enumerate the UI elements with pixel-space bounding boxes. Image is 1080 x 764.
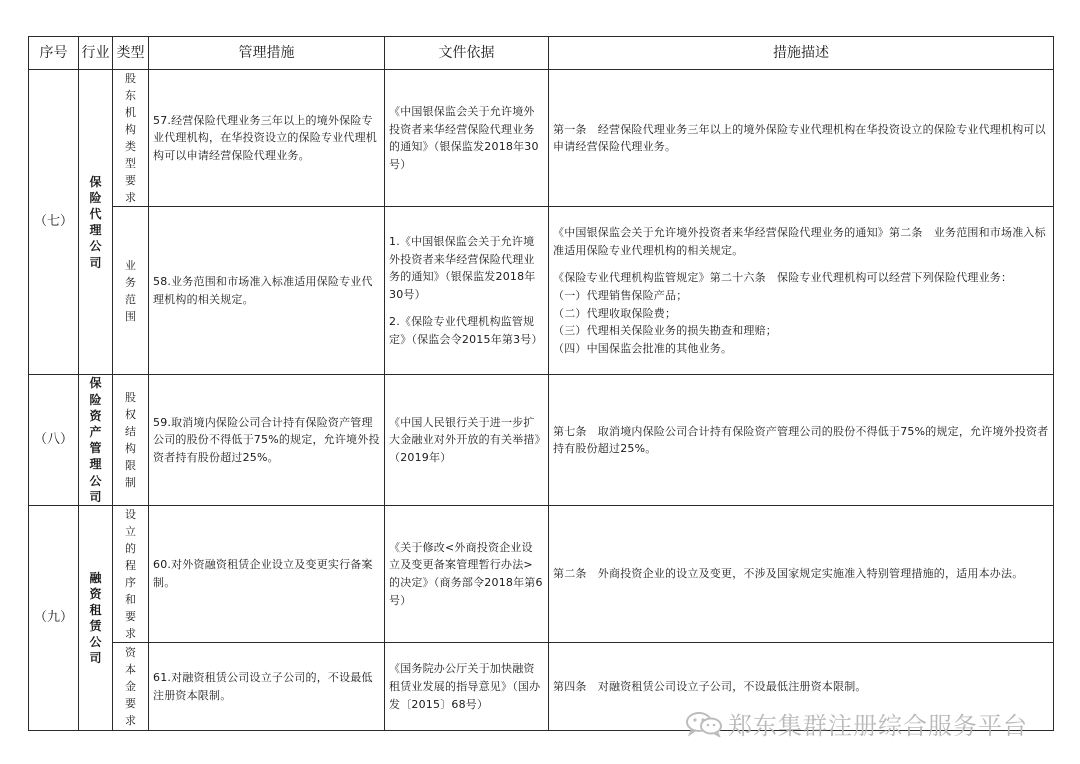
measures-table — [28, 36, 1054, 731]
basis-cell — [385, 643, 549, 731]
basis-cell — [385, 375, 549, 506]
table-row — [29, 70, 1054, 207]
basis-cell — [385, 505, 549, 642]
basis-item: 1.《中国银保监会关于允许境外投资者来华经营保险代理业务的通知》（银保监发2018年30号） — [389, 235, 536, 301]
basis-item: 《中国人民银行关于进一步扩大金融业对外开放的有关举措》（2019年） — [389, 415, 541, 464]
header-industry: 行业 — [79, 37, 113, 70]
watermark — [684, 706, 1028, 741]
basis-item: 2.《保险专业代理机构监管规定》（保监会令2015年第3号） — [389, 315, 543, 347]
type-cell: 设立的程序和要求 — [113, 505, 149, 642]
industry-cell: 保险代理公司 — [79, 70, 113, 375]
seq-cell: （七） — [29, 70, 79, 375]
header-measure: 管理措施 — [149, 37, 385, 70]
basis-item: 《关于修改<外商投资企业设立及变更备案管理暂行办法>的决定》（商务部令2018年第6号） — [389, 540, 543, 607]
basis-cell — [385, 70, 549, 207]
watermark-text: 郑东集群注册综合服务平台 — [728, 712, 1028, 740]
type-cell: 业务范围 — [113, 207, 149, 375]
description-item: （一）代理销售保险产品； — [553, 289, 688, 303]
table-header-row — [29, 37, 1054, 70]
description-item: 第四条 对融资租赁公司设立子公司，不设最低注册资本限制。 — [553, 679, 867, 693]
description-item: 《中国银保监会关于允许境外投资者来华经营保险代理业务的通知》第二条 业务范围和市场准入标准适用保险专业代理机构的相关规定。 — [553, 226, 1046, 257]
type-cell: 股权结构限制 — [113, 375, 149, 506]
type-cell: 股东机构类型要求 — [113, 70, 149, 207]
basis-item: 《国务院办公厅关于加快融资租赁业发展的指导意见》（国办发〔2015〕68号） — [389, 662, 541, 711]
description-item: （二）代理收取保险费； — [553, 306, 677, 320]
seq-cell: （八） — [29, 375, 79, 506]
header-type: 类型 — [113, 37, 149, 70]
measure-cell: 59.取消境内保险公司合计持有保险资产管理公司的股份不得低于75%的规定，允许境外投资者持有股份超过25%。 — [149, 375, 385, 506]
description-item: 第一条 经营保险代理业务三年以上的境外保险专业代理机构在华投资设立的保险专业代理机构可以申请经营保险代理业务。 — [553, 122, 1046, 154]
industry-cell: 保险资产管理公司 — [79, 375, 113, 506]
header-seq: 序号 — [29, 37, 79, 70]
header-basis: 文件依据 — [385, 37, 549, 70]
description-cell — [549, 207, 1054, 375]
description-cell — [549, 375, 1054, 506]
measure-cell: 60.对外资融资租赁企业设立及变更实行备案制。 — [149, 505, 385, 642]
measure-cell: 58.业务范围和市场准入标准适用保险专业代理机构的相关规定。 — [149, 207, 385, 375]
table-row — [29, 375, 1054, 506]
basis-item: 《中国银保监会关于允许境外投资者来华经营保险代理业务的通知》（银保监发2018年30号） — [389, 105, 539, 171]
description-cell — [549, 70, 1054, 207]
table-row — [29, 505, 1054, 642]
description-item: 第二条 外商投资企业的设立及变更，不涉及国家规定实施准入特别管理措施的，适用本办法。 — [553, 567, 1024, 581]
seq-cell: （九） — [29, 505, 79, 730]
table-row — [29, 207, 1054, 375]
industry-cell: 融资租赁公司 — [79, 505, 113, 730]
description-item: 第七条 取消境内保险公司合计持有保险资产管理公司的股份不得低于75%的规定，允许境外投资者持有股份超过25%。 — [553, 424, 1049, 456]
description-item: （三）代理相关保险业务的损失勘查和理赔； — [553, 324, 777, 338]
basis-cell — [385, 207, 549, 375]
description-item: （四）中国保监会批准的其他业务。 — [553, 341, 733, 355]
description-cell — [549, 505, 1054, 642]
type-cell: 资本金要求 — [113, 643, 149, 731]
measure-cell: 57.经营保险代理业务三年以上的境外保险专业代理机构，在华投资设立的保险专业代理机构可以申请经营保险代理业务。 — [149, 70, 385, 207]
wechat-icon — [684, 711, 724, 737]
description-item: 《保险专业代理机构监管规定》第二十六条 保险专业代理机构可以经营下列保险代理业务： — [553, 271, 1013, 285]
header-description: 措施描述 — [549, 37, 1054, 70]
measure-cell: 61.对融资租赁公司设立子公司的，不设最低注册资本限制。 — [149, 643, 385, 731]
